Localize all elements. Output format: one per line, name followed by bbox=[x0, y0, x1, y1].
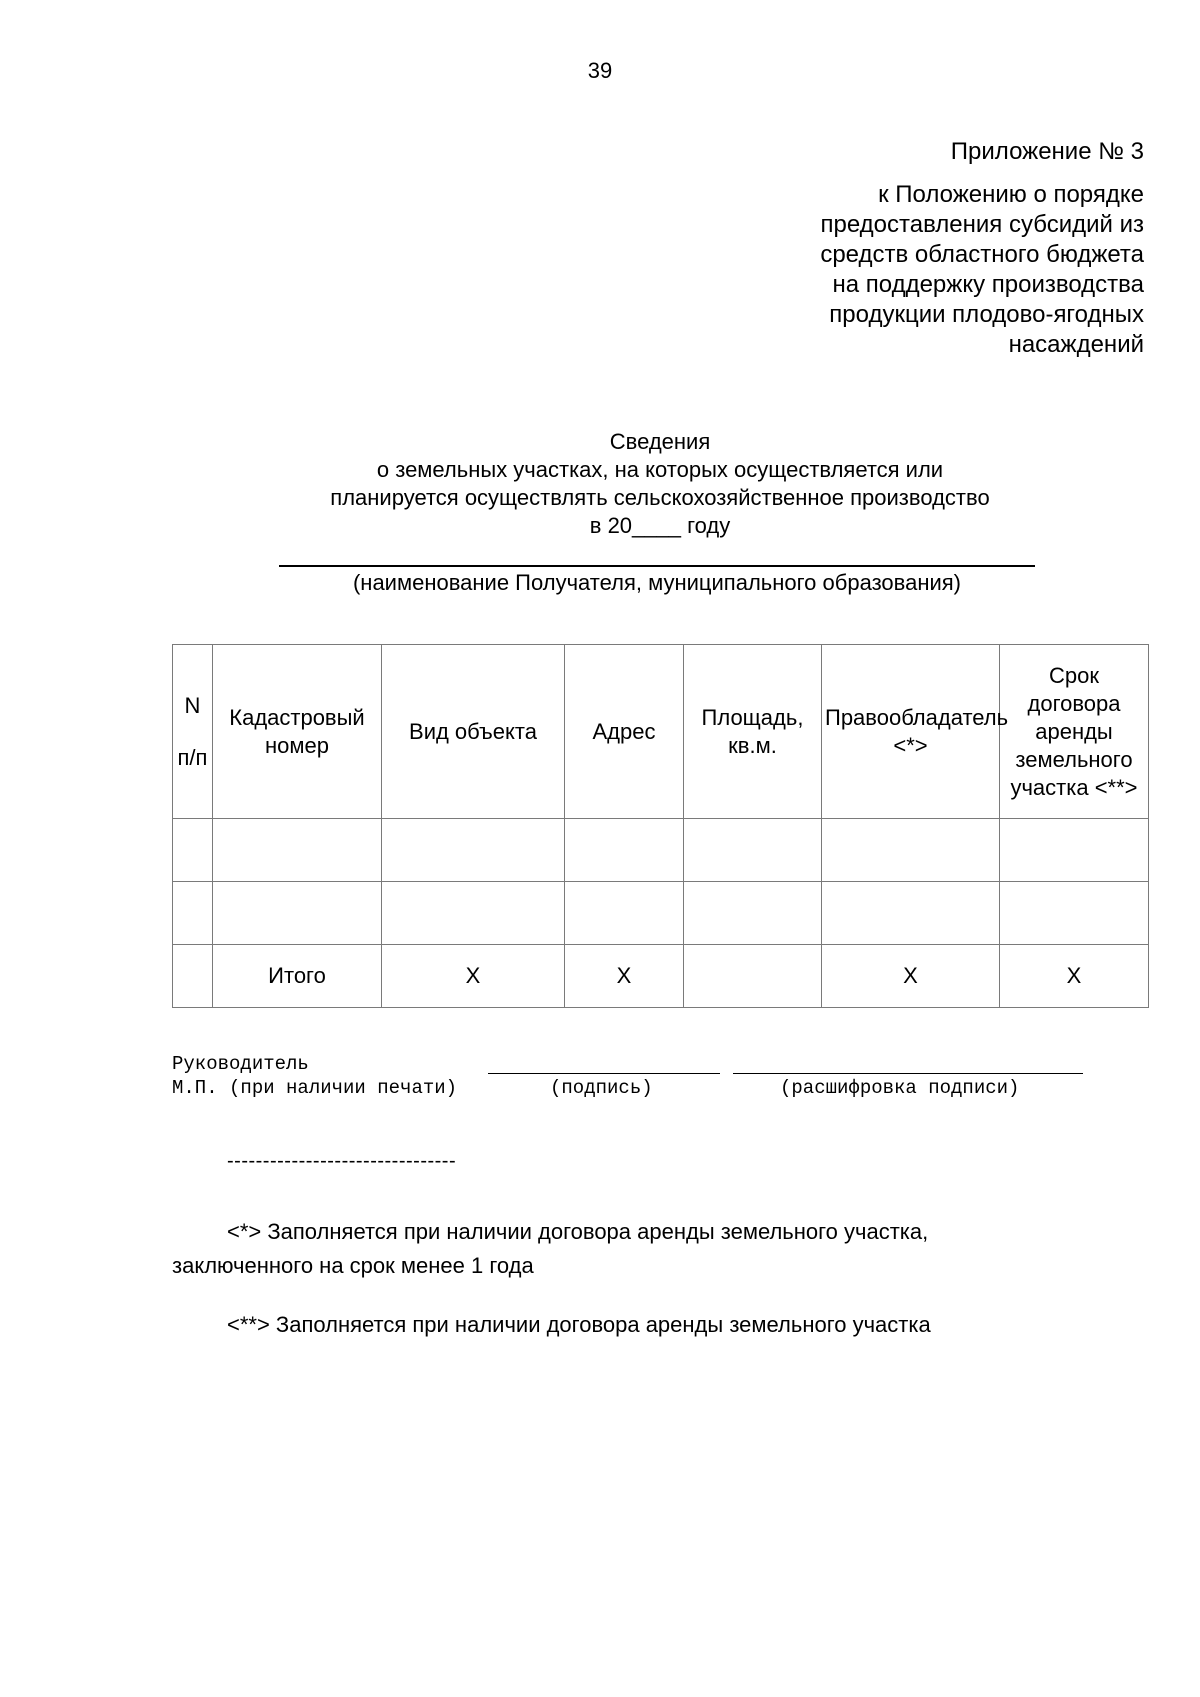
table-row bbox=[173, 819, 1149, 882]
table-cell[interactable] bbox=[382, 819, 565, 882]
table-cell[interactable] bbox=[173, 882, 213, 945]
appendix-ref-line: насаждений bbox=[1008, 331, 1144, 358]
total-cell-x: Х bbox=[822, 945, 1000, 1008]
table-cell[interactable] bbox=[173, 819, 213, 882]
table-header-row bbox=[173, 645, 1149, 819]
table-cell[interactable] bbox=[213, 819, 382, 882]
footnote-2: <**> Заполняется при наличии договора аренды земельного участка bbox=[227, 1312, 931, 1337]
footnote-1-line-2: заключенного на срок менее 1 года bbox=[172, 1253, 534, 1278]
header-area: Площадь, кв.м. bbox=[684, 645, 822, 819]
stamp-label: М.П. (при наличии печати) bbox=[172, 1077, 458, 1099]
signature-decoding-caption: (расшифровка подписи) bbox=[780, 1077, 1020, 1099]
land-plots-table bbox=[172, 644, 1149, 1008]
appendix-ref-line: средств областного бюджета bbox=[820, 241, 1144, 268]
table-cell[interactable] bbox=[822, 819, 1000, 882]
total-cell-x: Х bbox=[382, 945, 565, 1008]
table-cell[interactable] bbox=[1000, 882, 1149, 945]
header-lease-term: Срок договора аренды земельного участка <**> bbox=[1000, 645, 1149, 819]
signature-line bbox=[488, 1073, 720, 1074]
appendix-reference bbox=[820, 180, 1144, 360]
table-cell[interactable] bbox=[382, 882, 565, 945]
header-owner: Правообладатель <*> bbox=[822, 645, 1000, 819]
table-cell[interactable] bbox=[565, 819, 684, 882]
header-row-number bbox=[173, 645, 213, 819]
total-cell-x: Х bbox=[1000, 945, 1149, 1008]
header-num-n: N bbox=[184, 692, 201, 718]
table-cell[interactable] bbox=[684, 882, 822, 945]
total-area-cell[interactable] bbox=[684, 945, 822, 1008]
heading-title: Сведения bbox=[609, 429, 711, 454]
appendix-ref-line: на поддержку производства bbox=[832, 271, 1144, 298]
total-label: Итого bbox=[213, 945, 382, 1008]
table-total-row bbox=[173, 945, 1149, 1008]
heading-line: планируется осуществлять сельскохозяйственное производство bbox=[330, 485, 990, 510]
appendix-ref-line: предоставления субсидий из bbox=[820, 211, 1144, 238]
appendix-title: Приложение № 3 bbox=[950, 138, 1144, 165]
table-cell[interactable] bbox=[213, 882, 382, 945]
footnote-separator: -------------------------------- bbox=[227, 1150, 457, 1172]
footnote-1-line-1: <*> Заполняется при наличии договора аренды земельного участка, bbox=[227, 1219, 929, 1244]
table-cell bbox=[173, 945, 213, 1008]
footnote-1 bbox=[172, 1215, 1052, 1283]
appendix-ref-line: продукции плодово-ягодных bbox=[829, 301, 1144, 328]
header-cadastral-number: Кадастровый номер bbox=[213, 645, 382, 819]
header-object-type: Вид объекта bbox=[382, 645, 565, 819]
heading-line: о земельных участках, на которых осуществляется или bbox=[376, 457, 944, 482]
total-cell-x: Х bbox=[565, 945, 684, 1008]
recipient-fill-line bbox=[279, 565, 1035, 567]
signature-caption: (подпись) bbox=[550, 1077, 653, 1099]
heading-year-line: в 20____ году bbox=[589, 513, 731, 538]
appendix-ref-line: к Положению о порядке bbox=[878, 181, 1144, 208]
table-cell[interactable] bbox=[684, 819, 822, 882]
header-address: Адрес bbox=[565, 645, 684, 819]
page-number: 39 bbox=[587, 58, 613, 83]
recipient-caption: (наименование Получателя, муниципального образования) bbox=[352, 570, 962, 595]
signature-role-label: Руководитель bbox=[172, 1053, 309, 1075]
document-heading bbox=[0, 428, 1200, 540]
signature-decoding-line bbox=[733, 1073, 1083, 1074]
table-cell[interactable] bbox=[565, 882, 684, 945]
table-cell[interactable] bbox=[1000, 819, 1149, 882]
table-cell[interactable] bbox=[822, 882, 1000, 945]
header-num-pp: п/п bbox=[177, 744, 208, 770]
table-row bbox=[173, 882, 1149, 945]
